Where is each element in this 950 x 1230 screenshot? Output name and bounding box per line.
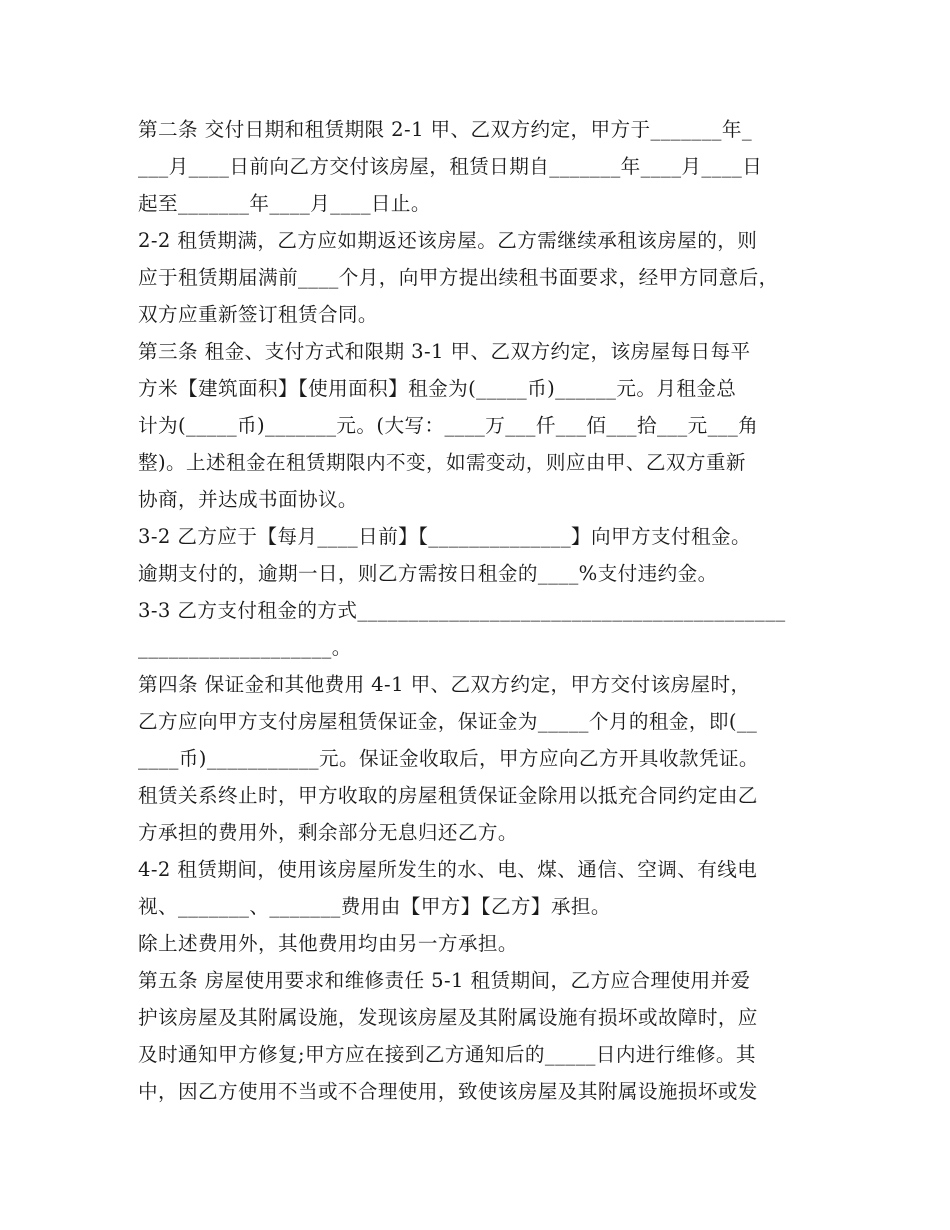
text-line: 双方应重新签订租赁合同。 [138,303,378,326]
text-line: 第五条 房屋使用要求和维修责任 5-1 租赁期间，乙方应合理使用并爱 [138,969,751,992]
text-line: ____币)___________元。保证金收取后，甲方应向乙方开具收款凭证。 [138,747,759,770]
text-line: 计为(_____币)_______元。(大写：____万___仟___佰___拾___元___角 [138,414,759,437]
text-line: 逾期支付的，逾期一日，则乙方需按日租金的____%支付违约金。 [138,562,718,585]
text-line: 协商，并达成书面协议。 [138,488,358,511]
text-line: 护该房屋及其附属设施，发现该房屋及其附属设施有损坏或故障时，应 [138,1006,758,1029]
text-line: 乙方应向甲方支付房屋租赁保证金，保证金为_____个月的租金，即(__ [138,710,758,733]
text-line: 第四条 保证金和其他费用 4-1 甲、乙双方约定，甲方交付该房屋时， [138,673,751,696]
text-line: 应于租赁期届满前____个月，向甲方提出续租书面要求，经甲方同意后， [138,266,779,289]
text-line: 第二条 交付日期和租赁期限 2-1 甲、乙双方约定，甲方于_______年_ [138,118,753,141]
text-line: 整)。上述租金在租赁期限内不变，如需变动，则应由甲、乙双方重新 [138,451,746,474]
text-line: 方米【建筑面积】【使用面积】租金为(_____币)______元。月租金总 [138,377,737,400]
text-line: 方承担的费用外，剩余部分无息归还乙方。 [138,821,518,844]
text-line: 4-2 租赁期间，使用该房屋所发生的水、电、煤、通信、空调、有线电 [138,858,758,881]
text-line: 租赁关系终止时，甲方收取的房屋租赁保证金除用以抵充合同约定由乙 [138,784,758,807]
text-line: 第三条 租金、支付方式和限期 3-1 甲、乙双方约定，该房屋每日每平 [138,340,751,363]
text-line: 及时通知甲方修复;甲方应在接到乙方通知后的_____日内进行维修。其 [138,1043,756,1066]
text-line: 中，因乙方使用不当或不合理使用，致使该房屋及其附属设施损坏或发 [138,1080,758,1103]
text-line: 2-2 租赁期满，乙方应如期返还该房屋。乙方需继续承租该房屋的，则 [138,229,758,252]
text-line: 3-2 乙方应于【每月____日前】【______________】向甲方支付租金。 [138,525,751,548]
text-line: 视、_______、_______费用由【甲方】【乙方】承担。 [138,895,611,918]
text-line: ___月____日前向乙方交付该房屋，租赁日期自_______年____月____日 [138,155,763,178]
text-line: ___________________。 [138,636,352,659]
text-line: 3-3 乙方支付租金的方式__________________________________________ [138,599,786,622]
text-line: 起至_______年____月____日止。 [138,192,431,215]
text-line: 除上述费用外，其他费用均由另一方承担。 [138,932,518,955]
